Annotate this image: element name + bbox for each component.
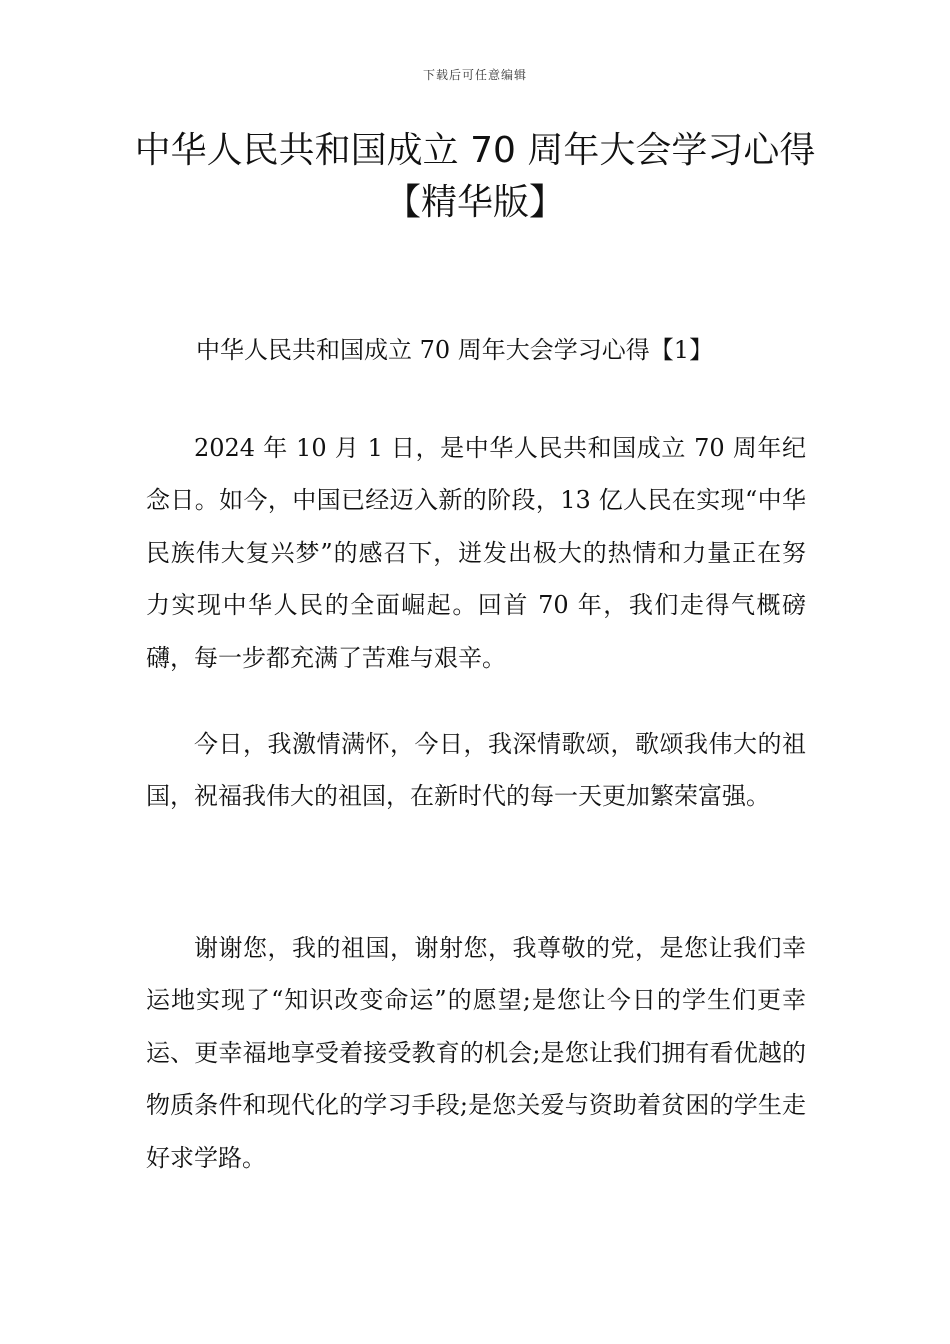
paragraph: 谢谢您，我的祖国，谢射您，我尊敬的党，是您让我们幸运地实现了“知识改变命运”的愿望;是您让今日的学生们更幸运、更幸福地享受着接受教育的机会;是您让我们拥有看优越的物质条件和现代化的学习手段;是您关爱与资助着贫困的学生走好求学路。 xyxy=(146,934,806,1172)
paragraph: 2024 年 10 月 1 日，是中华人民共和国成立 70 周年纪念日。如今，中国已经迈入新的阶段，13 亿人民在实现“中华民族伟大复兴梦”的感召下，迸发出极大的热情和力量正在努力实现中华人民的全面崛起。回首 70 年，我们走得气概磅礴，每一步都充满了苦难与艰辛。 xyxy=(146,434,806,672)
document-title xyxy=(95,125,855,229)
title-line-1: 中华人民共和国成立 70 周年大会学习心得 xyxy=(134,130,816,171)
header-note: 下载后可任意编辑 xyxy=(422,68,527,82)
title-line-2: 【精华版】 xyxy=(384,182,565,223)
section-heading: 中华人民共和国成立 70 周年大会学习心得【1】 xyxy=(196,336,714,364)
paragraph: 今日，我激情满怀，今日，我深情歌颂，歌颂我伟大的祖国，祝福我伟大的祖国，在新时代的每一天更加繁荣富强。 xyxy=(146,730,806,811)
